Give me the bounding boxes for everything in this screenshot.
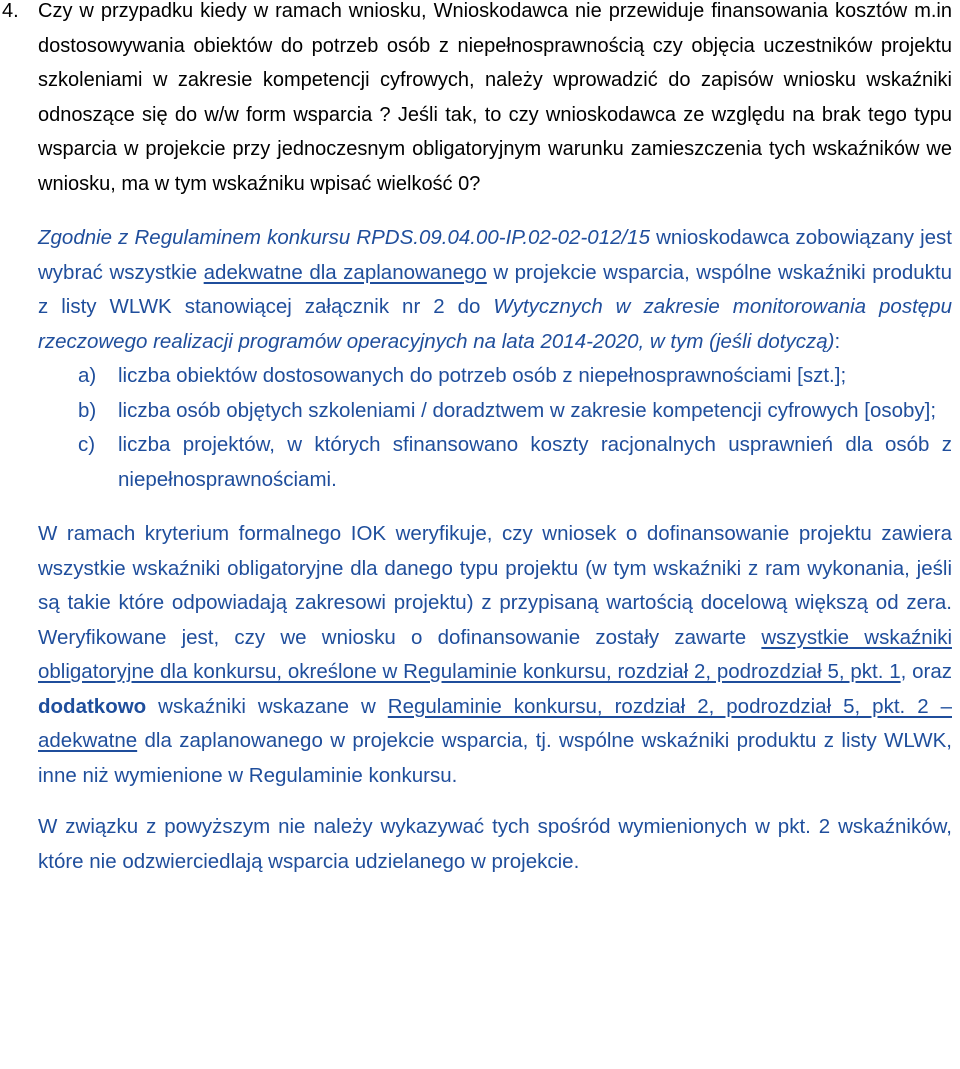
answer-p1-text-1: wnioskodawca zobowiązany jest wybrać wszystkie	[38, 226, 952, 284]
answer-p2-text-2: , oraz	[900, 660, 952, 683]
dodatkowo-bold: dodatkowo	[38, 694, 147, 718]
answer-paragraph-1	[38, 221, 952, 359]
list-marker: b)	[78, 398, 97, 422]
list-item-text: liczba projektów, w których sfinansowano koszty racjonalnych usprawnień dla osób z niepełnosprawnościami.	[118, 433, 952, 491]
regulation-reference: Zgodnie z Regulaminem konkursu RPDS.09.04.00-IP.02-02-012/15	[38, 226, 650, 249]
regulation-section-underlined: Regulaminie konkursu, rozdział 2, podrozdział 5, pkt. 2 – adekwatne	[38, 694, 952, 752]
list-item	[38, 359, 952, 394]
list-item-text: liczba obiektów dostosowanych do potrzeb osób z niepełnosprawnościami [szt.];	[118, 364, 847, 387]
indicator-list	[38, 359, 952, 497]
adekwatne-underlined: adekwatne dla zaplanowanego	[203, 260, 487, 284]
guidelines-title: Wytycznych w zakresie monitorowania postępu rzeczowego realizacji programów operacyjnych na lata 2014-2020, w tym (jeśli dotyczą)	[38, 295, 952, 353]
list-marker: c)	[78, 433, 96, 456]
answer-p2-text-4: dla zaplanowanego w projekcie wsparcia, tj. wspólne wskaźniki produktu z listy WLWK, inne niż wymienione w Regulaminie konkursu.	[38, 729, 952, 787]
question-text: Czy w przypadku kiedy w ramach wniosku, Wnioskodawca nie przewiduje finansowania kosztów m.in dostosowywania obiektów do potrzeb osób z niepełnosprawnością czy objęcia uczestników projektu szkoleniami w zakresie kompetencji cyfrowych, należy wprowadzić do zapisów wniosku wskaźniki odnoszące się do w/w form wsparcia ? Jeśli tak, to czy wnioskodawca ze względu na brak tego typu wsparcia w projekcie przy jednoczesnym obligatoryjnym warunku zamieszczenia tych wskaźników we wniosku, ma w tym wskaźniku wpisać wielkość 0?	[38, 0, 952, 195]
answer-p1-colon: :	[834, 329, 841, 353]
question-number: 4.	[2, 0, 19, 22]
answer-p1-text-2: w projekcie wsparcia, wspólne wskaźniki produktu z listy WLWK stanowiącej załącznik nr 2 do	[38, 260, 952, 318]
answer-paragraph-3: W związku z powyższym nie należy wykazywać tych spośród wymienionych w pkt. 2 wskaźników, które nie odzwierciedlają wsparcia udzielanego w projekcie.	[38, 815, 952, 873]
answer-p2-text-3: wskaźniki wskazane w	[146, 694, 388, 718]
obligatory-indicators-underlined: wszystkie wskaźniki obligatoryjne dla konkursu, określone w Regulaminie konkursu, rozdział 2, podrozdział 5, pkt. 1	[38, 625, 952, 683]
list-item	[38, 394, 952, 429]
list-item	[38, 428, 952, 497]
list-marker: a)	[78, 364, 97, 387]
question-paragraph	[2, 0, 952, 201]
answer-paragraph-2	[38, 517, 952, 793]
list-item-text: liczba osób objętych szkoleniami / doradztwem w zakresie kompetencji cyfrowych [osoby];	[118, 398, 937, 422]
answer-p2-text-1: W ramach kryterium formalnego IOK weryfikuje, czy wniosek o dofinansowanie projektu zawiera wszystkie wskaźniki obligatoryjne dla danego typu projektu (w tym wskaźniki z ram wykonania, jeśli są takie które odpowiadają zakresowi projektu) z przypisaną wartością docelową większą od zera. Weryfikowane jest, czy we wniosku o dofinansowanie zostały zawarte	[38, 522, 952, 649]
